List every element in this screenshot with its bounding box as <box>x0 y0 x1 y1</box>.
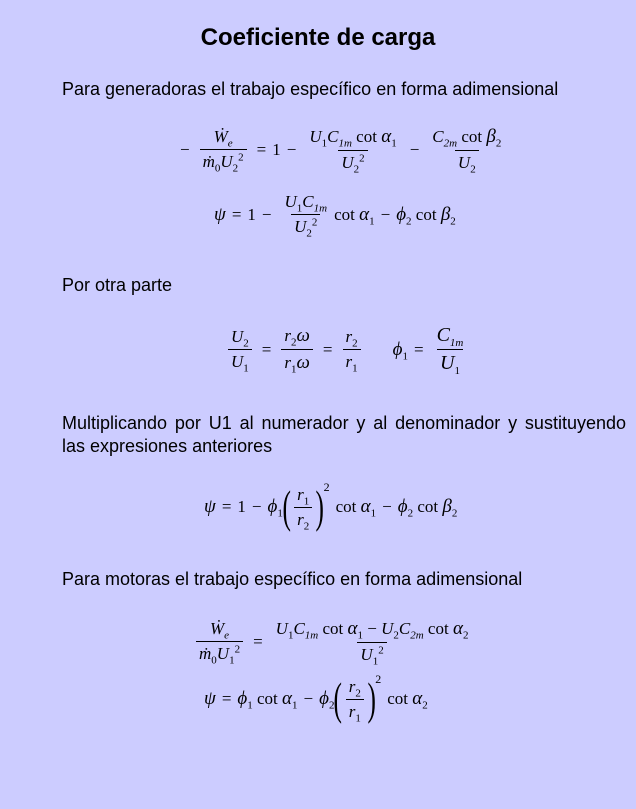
equation-motoras-work: $\frac{Ẇ_e}{ṁ_0U_1^2}$ = $\frac{U_1C_{1m} \cot \alpha_1 - U_2C_{2m} \cot \alpha_2}{U_1^2}$ <box>192 618 475 665</box>
equation-psi-generadoras: ψ = 1 − $\frac{U_1C_{1m}}{U_2^2}$ $\cot \alpha_1$ − $\phi_2$ $\cot \beta_2$ <box>214 192 456 240</box>
paragraph-otra-parte: Por otra parte <box>62 275 173 295</box>
paragraph-multiplicando: Multiplicando por U1 al numerador y al denominador y sustituyendo las expresiones anteriores <box>62 413 626 456</box>
equation-generadoras-work: − $\frac{Ẇ_e}{ṁ_0U_2^2}$ = 1 − $\frac{U_1C_{1m} \cot \alpha_1}{U_2^2}$ − $\frac{C_{2m} \cot \beta_2}{U_2}$ <box>180 126 502 176</box>
paragraph-motoras: Para motoras el trabajo específico en forma adimensional <box>62 569 523 589</box>
equation-psi-substituted: ψ = 1 − $\phi_1$ ( $\frac{r_1}{r_2}$ ) 2 $\cot \alpha_1$ − $\phi_2$ $\cot \beta_2$ <box>204 480 458 532</box>
page-title: Coeficiente de carga <box>200 24 436 51</box>
equation-psi-motoras: ψ = $\phi_1$ $\cot \alpha_1$ − $\phi_2$ ( $\frac{r_2}{r_1}$ ) 2 $\cot \alpha_2$ <box>204 672 428 724</box>
equation-velocity-ratio: $\frac{U_2}{U_1}$ = $\frac{r_2\omega}{r_1\omega}$ = $\frac{r_2}{r_1}$ $\phi_1$ = $\frac{C_{1m}}{U_1}$ <box>224 324 470 375</box>
paragraph-generadoras: Para generadoras el trabajo específico en forma adimensional <box>62 79 559 99</box>
